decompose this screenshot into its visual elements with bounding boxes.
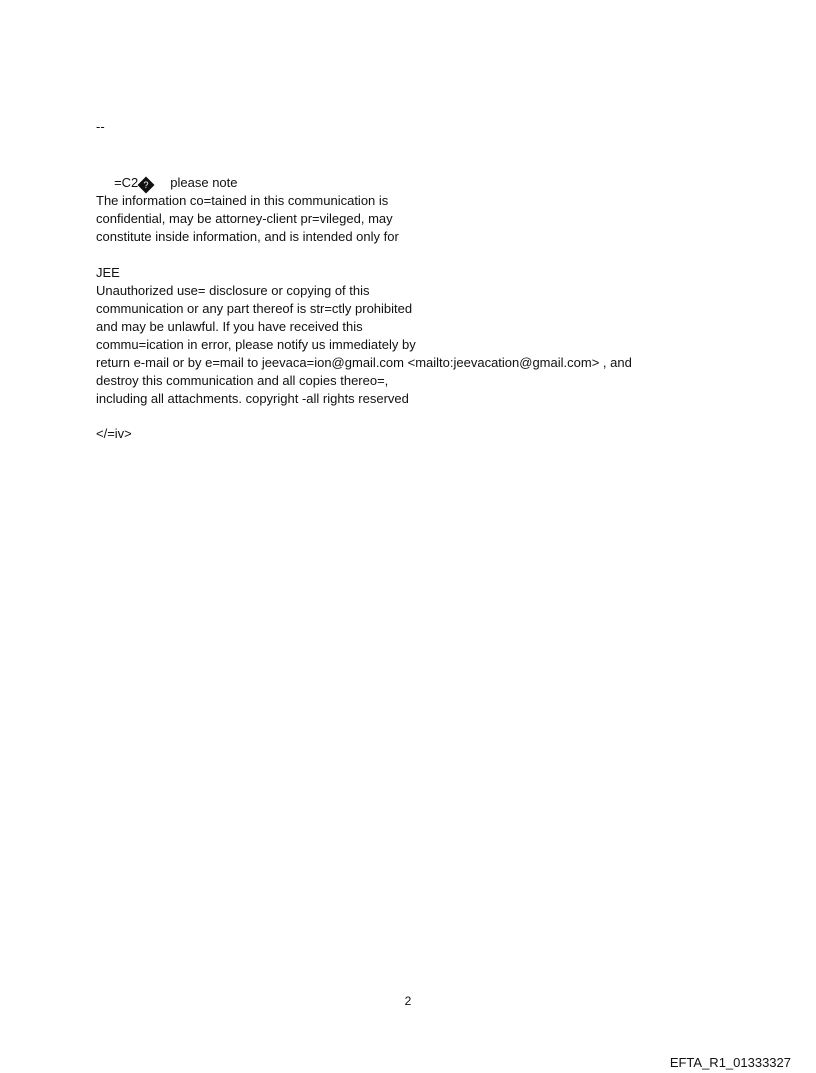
disclaimer-line: commu=ication in error, please notify us immediately by xyxy=(96,337,416,352)
replacement-character-icon: ? xyxy=(138,177,155,194)
closing-tag-text: </=iv> xyxy=(96,426,132,441)
disclaimer-line: Unauthorized use= disclosure or copying of this xyxy=(96,283,370,298)
disclaimer-section xyxy=(96,264,632,408)
paragraph-line: The information co=tained in this communication is xyxy=(96,193,389,208)
please-note-text: please note xyxy=(170,175,238,190)
disclaimer-line: including all attachments. copyright -all rights reserved xyxy=(96,391,409,406)
document-id-footer: EFTA_R1_01333327 xyxy=(669,1055,791,1070)
encoded-prefix: =C2 xyxy=(110,175,139,190)
confidentiality-paragraph xyxy=(96,192,399,246)
paragraph-line: constitute inside information, and is intended only for xyxy=(96,229,399,244)
disclaimer-line-email: return e-mail or by e=mail to jeevaca=ion@gmail.com <mailto:jeevacation@gmail.com> , and xyxy=(96,355,632,370)
jee-label: JEE xyxy=(96,265,120,280)
disclaimer-line: destroy this communication and all copies thereo=, xyxy=(96,373,389,388)
disclaimer-line: communication or any part thereof is str=ctly prohibited xyxy=(96,301,413,316)
page-number: 2 xyxy=(404,994,412,1008)
separator-dash: -- xyxy=(96,119,105,134)
disclaimer-line: and may be unlawful. If you have received this xyxy=(96,319,363,334)
paragraph-line: confidential, may be attorney-client pr=vileged, may xyxy=(96,211,393,226)
